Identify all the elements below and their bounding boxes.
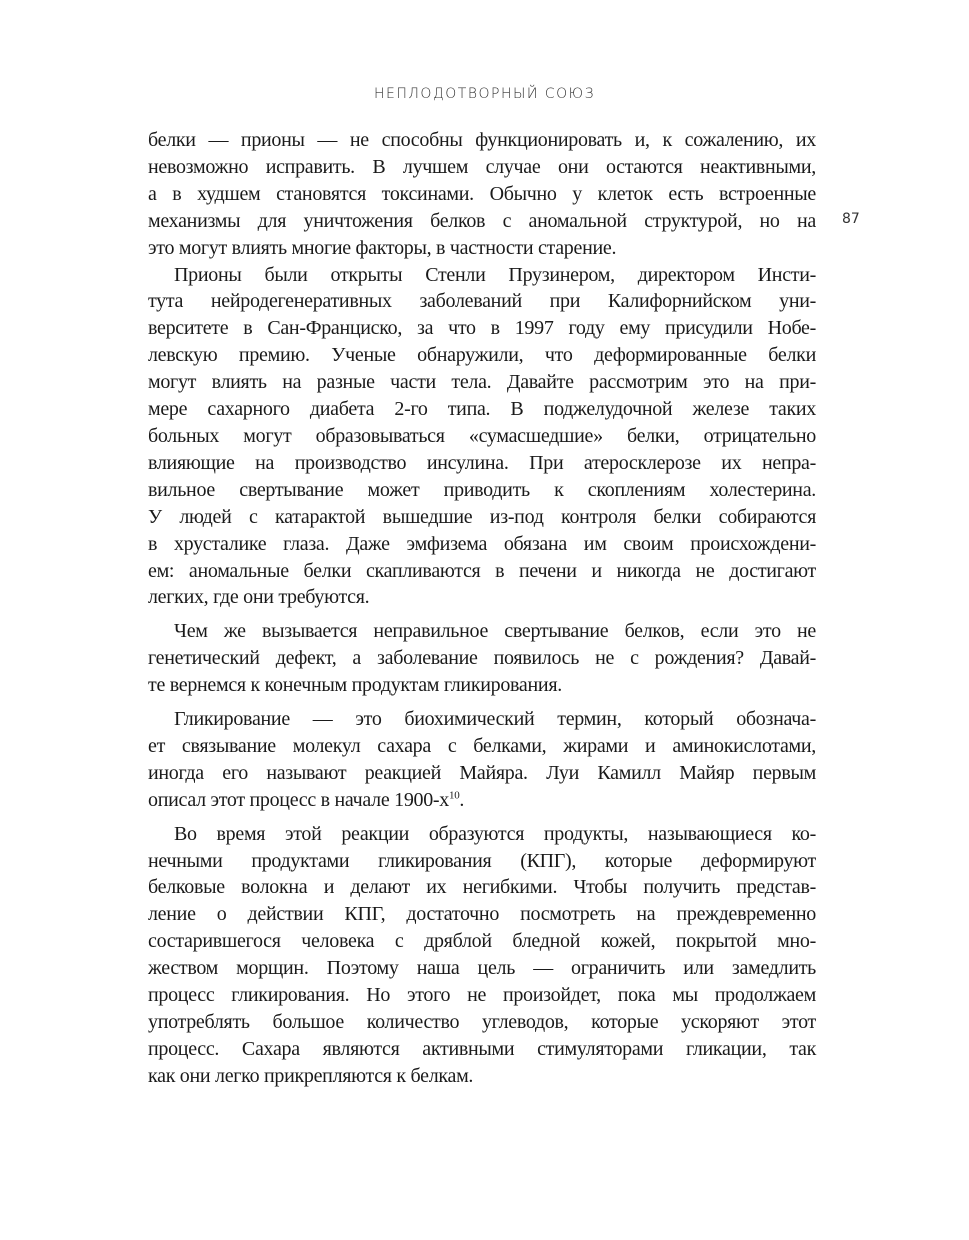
text-line [148,1009,816,1036]
line-text: процесс гликирования. Но этого не произойдет, пока мы продолжаем [148,984,816,1007]
line-text: состарившегося человека с дряблой бледной кожей, покрытой мно- [148,930,816,953]
line-text: те вернемся к конечным продуктам гликирования. [148,674,562,697]
line-text: невозможно исправить. В лучшем случае они остаются неактивными, [148,155,816,178]
line-text: верситете в Сан-Франциско, за что в 1997 году ему присудили Нобе- [148,317,816,340]
line-text: описал этот процесс в начале 1900-х [148,788,449,811]
line-text: а в худшем становятся токсинами. Обычно у клеток есть встроенные [148,182,816,205]
text-line [148,787,816,814]
line-text: левскую премию. Ученые обнаружили, что деформированные белки [148,344,816,367]
line-text: генетический дефект, а заболевание появилось не с рождения? Давай- [148,647,816,670]
line-text: в хрусталике глаза. Даже эмфизема обязана им своим происхождени- [148,532,816,555]
line-text: ем: аномальные белки скапливаются в печени и никогда не достигают [148,559,816,582]
text-line [148,706,816,733]
text-line [148,450,816,477]
text-line [148,477,816,504]
line-text: ление о действии КПГ, достаточно посмотреть на преждевременно [148,903,816,926]
text-line [148,901,816,928]
text-line [148,315,816,342]
line-text: процесс. Сахара являются активными стимуляторами гликации, так [148,1037,816,1060]
text-line [148,127,816,154]
text-line [148,645,816,672]
paragraph [148,706,816,814]
paragraph [148,262,816,612]
text-line [148,369,816,396]
text-line [148,262,816,289]
text-line [148,342,816,369]
line-text: Прионы были открыты Стенли Прузинером, директором Инсти- [174,263,816,286]
line-text: как они легко прикрепляются к белкам. [148,1064,474,1087]
line-text: употреблять большое количество углеводов, которые ускоряют этот [148,1011,816,1033]
body-text [148,127,816,1090]
text-line [148,181,816,208]
line-text: влияющие на производство инсулина. При атеросклерозе их непра- [148,451,816,474]
text-line [148,1036,816,1063]
line-text: белки — прионы — не способны функционировать и, к сожалению, их [148,129,816,151]
text-line [148,874,816,901]
text-line [148,955,816,982]
line-text: легких, где они требуются. [148,586,370,609]
line-text: могут влиять на разные части тела. Давайте рассмотрим это на при- [148,371,816,394]
line-text: белковые волокна и делают их негибкими. Чтобы получить представ- [148,876,816,899]
text-line [148,618,816,645]
line-text: Гликирование — это биохимический термин, который обознача- [174,708,816,731]
text-line [148,821,816,848]
line-text: нечными продуктами гликирования (КПГ), которые деформируют [148,849,816,872]
page-number: 87 [842,211,860,227]
text-line [148,396,816,423]
line-text: это могут влиять многие факторы, в частности старение. [148,236,617,259]
text-line [148,928,816,955]
text-line [148,848,816,875]
text-line [148,982,816,1009]
text-line [148,584,816,611]
line-text: больных могут образовываться «сумасшедшие» белки, отрицательно [148,424,816,447]
text-line [148,1063,816,1090]
text-line [148,423,816,450]
text-line [148,504,816,531]
line-text: жеством морщин. Поэтому наша цель — ограничить или замедлить [148,957,816,980]
line-text: вильное свертывание может приводить к скоплениям холестерина. [148,478,816,501]
text-line [148,531,816,558]
line-text: механизмы для уничтожения белков с аномальной структурой, но на [148,209,816,232]
text-line [148,154,816,181]
text-line [148,288,816,315]
text-line [148,235,816,262]
footnote-reference: 10 [449,789,460,802]
text-line [148,672,816,699]
text-line [148,760,816,787]
line-text: У людей с катарактой вышедшие из-под контроля белки собираются [148,505,816,528]
line-text: . [459,788,465,811]
line-text: тута нейродегенеративных заболеваний при Калифорнийском уни- [148,290,816,313]
paragraph [148,127,816,262]
line-text: иногда его называют реакцией Майяра. Луи Камилл Майяр первым [148,761,816,784]
running-header: НЕПЛОДОТВОРНЫЙ СОЮЗ [373,86,596,102]
line-text: Чем же вызывается неправильное свертывание белков, если это не [174,620,816,643]
text-line [148,208,816,235]
line-text: мере сахарного диабета 2-го типа. В поджелудочной железе таких [148,398,816,421]
text-line [148,558,816,585]
text-line [148,733,816,760]
line-text: Во время этой реакции образуются продукты, называющиеся ко- [174,822,816,845]
paragraph [148,618,816,699]
line-text: ет связывание молекул сахара с белками, жирами и аминокислотами, [148,734,816,757]
paragraph [148,821,816,1090]
